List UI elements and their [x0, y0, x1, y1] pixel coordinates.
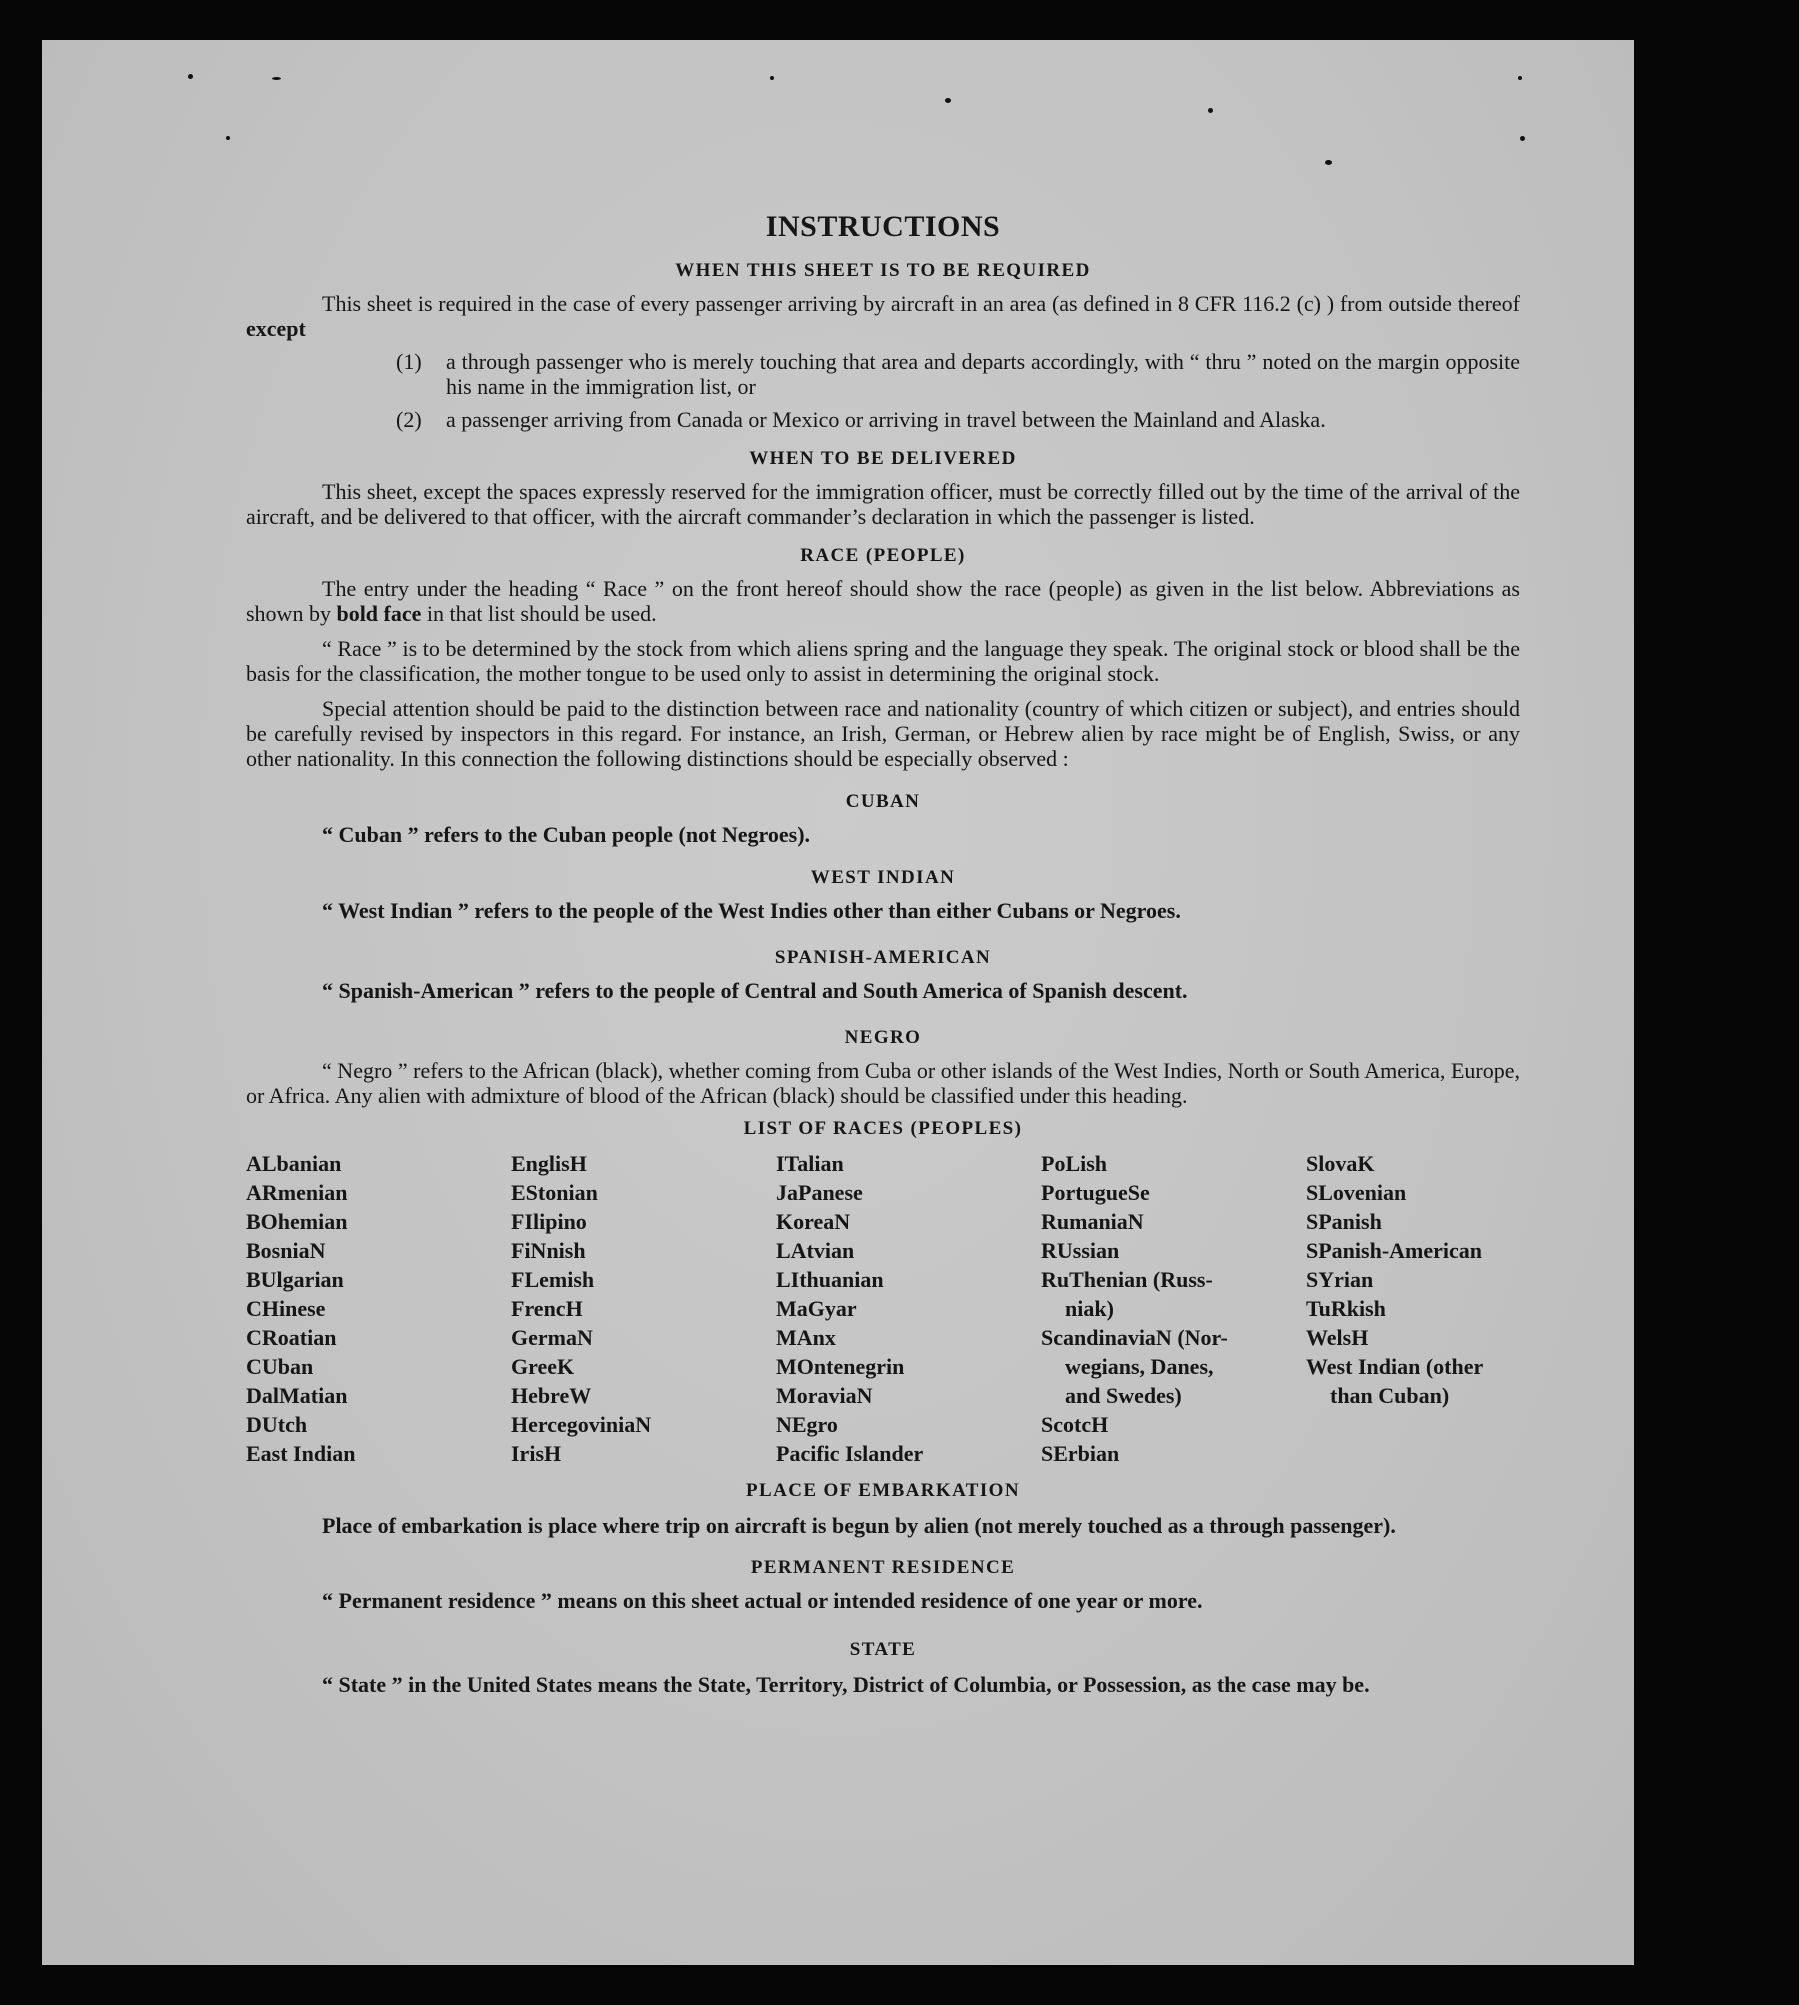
scan-speck [945, 98, 951, 103]
race-entry: ITalian [776, 1151, 844, 1176]
when-required-text: This sheet is required in the case of every passenger arriving by aircraft in an area (as defined in 8 CFR 116.2 (c) ) from outside thereof [322, 291, 1520, 316]
race-entry: Pacific Islander [776, 1441, 924, 1466]
scan-speck [272, 77, 281, 80]
section-heading-west-indian: WEST INDIAN [810, 867, 956, 888]
race-list-table [246, 1149, 1520, 1468]
section-heading-embarkation: PLACE OF EMBARKATION [746, 1480, 1020, 1501]
race-p1-text-a: The entry under the heading “ Race ” on the front hereof should show the race (people) as given in the list below. Abbreviations as shown by [246, 576, 1520, 626]
race-entry: DalMatian [246, 1383, 348, 1408]
section-heading-list-of-races: LIST OF RACES (PEOPLES) [743, 1118, 1023, 1139]
exception-number: (1) [396, 349, 422, 374]
west-indian-paragraph: “ West Indian ” refers to the people of the West Indies other than either Cubans or Negroes. [322, 898, 1181, 923]
except-keyword: except [246, 316, 306, 341]
race-entry: MaGyar [776, 1296, 857, 1321]
race-paragraph-3: Special attention should be paid to the distinction between race and nationality (country of which citizen or subject), and entries should be carefully revised by inspectors in this regard. For instance, an Irish, German, or Hebrew alien by race might be of English, Swiss, or any other nationality. In this connection the following distinctions should be especially observed : [246, 696, 1520, 771]
scan-speck [188, 74, 193, 79]
race-entry: ARmenian [246, 1180, 348, 1205]
exception-number: (2) [396, 407, 422, 432]
exception-item [396, 349, 1520, 399]
race-entry: SYrian [1306, 1267, 1374, 1292]
page-title: INSTRUCTIONS [765, 210, 1001, 243]
race-entry: PortugueSe [1041, 1180, 1150, 1205]
race-entry: BUlgarian [246, 1267, 344, 1292]
race-entry: LIthuanian [776, 1267, 884, 1292]
document-page [42, 40, 1634, 1965]
race-entry: MAnx [776, 1325, 836, 1350]
race-list-column [776, 1149, 1041, 1468]
scan-speck [1518, 76, 1522, 80]
section-heading-negro: NEGRO [844, 1027, 922, 1048]
race-entry: West Indian (other [1306, 1354, 1484, 1379]
race-entry: BOhemian [246, 1209, 348, 1234]
race-list-column [1306, 1149, 1520, 1468]
exception-item [396, 407, 1520, 432]
race-p1-text-b: in that list should be used. [426, 601, 657, 626]
race-entry: HercegoviniaN [511, 1412, 652, 1437]
race-entry-continuation: niak) [1065, 1296, 1114, 1321]
race-entry: WelsH [1306, 1325, 1369, 1350]
race-entry: RUssian [1041, 1238, 1120, 1263]
race-entry: ALbanian [246, 1151, 342, 1176]
race-entry: TuRkish [1306, 1296, 1386, 1321]
race-entry: East Indian [246, 1441, 356, 1466]
when-delivered-paragraph: This sheet, except the spaces expressly reserved for the immigration officer, must be correctly filled out by the time of the arrival of the aircraft, and be delivered to that officer, with the aircraft commander’s declaration in which the passenger is listed. [246, 479, 1520, 529]
race-paragraph-1 [246, 576, 1520, 626]
race-paragraph-2: “ Race ” is to be determined by the stock from which aliens spring and the language they speak. The original stock or blood shall be the basis for the classification, the mother tongue to be used only to assist in determining the original stock. [246, 636, 1520, 686]
race-entry: MOntenegrin [776, 1354, 905, 1379]
race-entry: FIlipino [511, 1209, 587, 1234]
race-entry: DUtch [246, 1412, 308, 1437]
race-entry: IrisH [511, 1441, 562, 1466]
race-entry: RuThenian (Russ- [1041, 1267, 1213, 1292]
race-entry: CUban [246, 1354, 314, 1379]
race-entry: LAtvian [776, 1238, 855, 1263]
race-entry: SPanish [1306, 1209, 1382, 1234]
scan-speck [226, 136, 230, 140]
race-entry: CRoatian [246, 1325, 337, 1350]
race-entry: ScandinaviaN (Nor- [1041, 1325, 1228, 1350]
race-entry: RumaniaN [1041, 1209, 1144, 1234]
race-entry: SErbian [1041, 1441, 1120, 1466]
race-entry: KoreaN [776, 1209, 851, 1234]
race-entry: CHinese [246, 1296, 326, 1321]
residence-paragraph: “ Permanent residence ” means on this sheet actual or intended residence of one year or more. [322, 1588, 1203, 1613]
race-list-column [246, 1149, 511, 1468]
race-entry: NEgro [776, 1412, 838, 1437]
scan-speck [1325, 160, 1332, 165]
section-heading-spanish-american: SPANISH-AMERICAN [774, 947, 992, 968]
race-entry-continuation: than Cuban) [1330, 1383, 1450, 1408]
exception-text: a through passenger who is merely touching that area and departs accordingly, with “ thru ” noted on the margin opposite his name in the immigration list, or [446, 349, 1520, 399]
race-entry: EStonian [511, 1180, 598, 1205]
state-paragraph: “ State ” in the United States means the State, Territory, District of Columbia, or Possession, as the case may be. [322, 1672, 1370, 1697]
section-heading-when-required: WHEN THIS SHEET IS TO BE REQUIRED [675, 260, 1091, 281]
race-entry: GermaN [511, 1325, 593, 1350]
race-entry: SLovenian [1306, 1180, 1407, 1205]
instructions-content [246, 210, 1520, 1700]
when-required-paragraph [246, 291, 1520, 341]
scan-speck [770, 76, 774, 80]
race-entry: SPanish-American [1306, 1238, 1482, 1263]
race-entry: JaPanese [776, 1180, 863, 1205]
section-heading-state: STATE [849, 1639, 917, 1660]
race-list-column [1041, 1149, 1306, 1468]
bold-face-text: bold face [336, 601, 422, 626]
race-entry: GreeK [511, 1354, 575, 1379]
spanish-american-paragraph: “ Spanish-American ” refers to the people of Central and South America of Spanish descent. [322, 978, 1188, 1003]
race-entry: FiNnish [511, 1238, 586, 1263]
race-entry: EnglisH [511, 1151, 587, 1176]
race-entry: PoLish [1041, 1151, 1108, 1176]
negro-paragraph: “ Negro ” refers to the African (black), whether coming from Cuba or other islands of the West Indies, North or South America, Europe, or Africa. Any alien with admixture of blood of the African (black) should be classified under this heading. [246, 1058, 1520, 1108]
race-entry: ScotcH [1041, 1412, 1109, 1437]
cuban-paragraph: “ Cuban ” refers to the Cuban people (not Negroes). [322, 822, 811, 847]
section-heading-race: RACE (PEOPLE) [800, 545, 966, 566]
scan-speck [1208, 108, 1213, 113]
exception-text: a passenger arriving from Canada or Mexico or arriving in travel between the Mainland and Alaska. [446, 407, 1326, 432]
race-entry: SlovaK [1306, 1151, 1375, 1176]
race-entry-continuation: wegians, Danes, [1065, 1354, 1214, 1379]
race-list-column [511, 1149, 776, 1468]
section-heading-when-delivered: WHEN TO BE DELIVERED [749, 448, 1017, 469]
race-entry: FrencH [511, 1296, 583, 1321]
section-heading-cuban: CUBAN [845, 791, 921, 812]
race-entry: MoraviaN [776, 1383, 873, 1408]
race-entry-continuation: and Swedes) [1065, 1383, 1182, 1408]
race-entry: BosniaN [246, 1238, 326, 1263]
race-entry: HebreW [511, 1383, 592, 1408]
embarkation-paragraph: Place of embarkation is place where trip on aircraft is begun by alien (not merely touched as a through passenger). [322, 1513, 1396, 1538]
scan-speck [1520, 136, 1525, 141]
race-entry: FLemish [511, 1267, 595, 1292]
section-heading-residence: PERMANENT RESIDENCE [750, 1557, 1016, 1578]
